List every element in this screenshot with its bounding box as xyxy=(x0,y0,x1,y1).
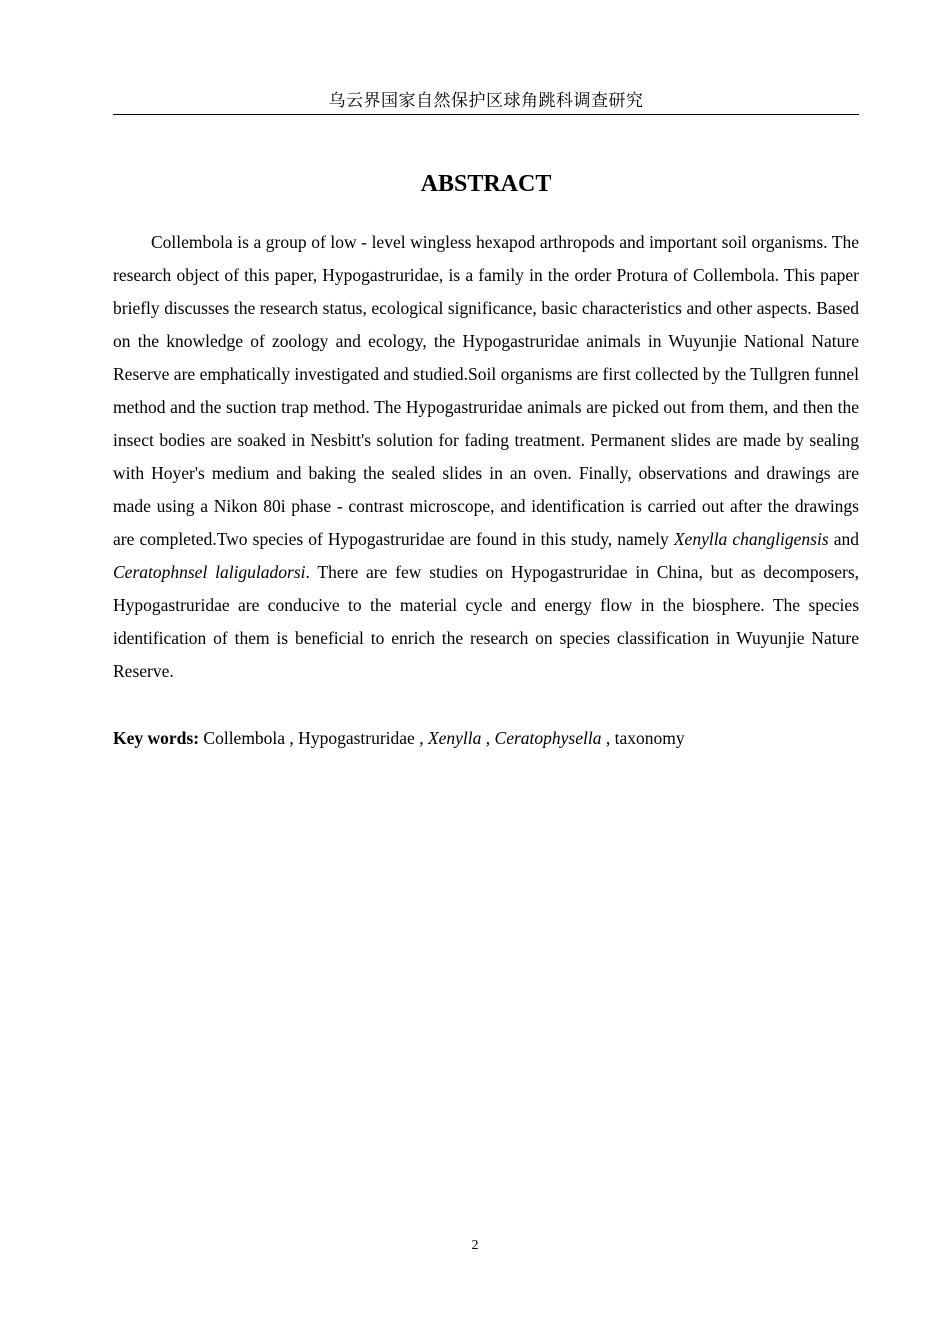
running-header: 乌云界国家自然保护区球角跳科调查研究 xyxy=(113,88,859,115)
abstract-text-part2: and xyxy=(828,529,859,549)
keyword-xenylla: Xenylla xyxy=(427,728,482,748)
keywords-label: Key words: xyxy=(113,728,200,748)
species-name-ceratophnsel: Ceratophnsel laliguladorsi xyxy=(113,562,306,582)
keywords-text-2: , taxonomy xyxy=(601,728,685,748)
abstract-text-part3: . There are few studies on Hypogastruridae in China, but as decomposers, Hypogastruridae are conducive to the material cycle and energy flow in the biosphere. The species identification of them is beneficial to enrich the research on species classification in Wuyunjie Nature Reserve. xyxy=(113,562,860,681)
page-number: 2 xyxy=(471,1238,479,1253)
keywords-text-1: Collembola , Hypogastruridae , xyxy=(199,728,428,748)
keywords-separator: , xyxy=(481,728,495,748)
keywords-line xyxy=(113,722,859,755)
abstract-body xyxy=(113,226,859,688)
abstract-text-part1: Collembola is a group of low - level wingless hexapod arthropods and important soil organisms. The research object of this paper, Hypogastruridae, is a family in the order Protura of Collembola. This paper briefly discusses the research status, ecological significance, basic characteristics and other aspects. Based on the knowledge of zoology and ecology, the Hypogastruridae animals in Wuyunjie National Nature Reserve are emphatically investigated and studied.Soil organisms are first collected by the Tullgren funnel method and the suction trap method. The Hypogastruridae animals are picked out from them, and then the insect bodies are soaked in Nesbitt's solution for fading treatment. Permanent slides are made by sealing with Hoyer's medium and baking the sealed slides in an oven. Finally, observations and drawings are made using a Nikon 80i phase - contrast microscope, and identification is carried out after the drawings are completed.Two species of Hypogastruridae are found in this study, namely xyxy=(113,232,859,549)
species-name-xenylla: Xenylla changligensis xyxy=(673,529,829,549)
abstract-title: ABSTRACT xyxy=(420,171,552,197)
keyword-ceratophysella: Ceratophysella xyxy=(494,728,602,748)
